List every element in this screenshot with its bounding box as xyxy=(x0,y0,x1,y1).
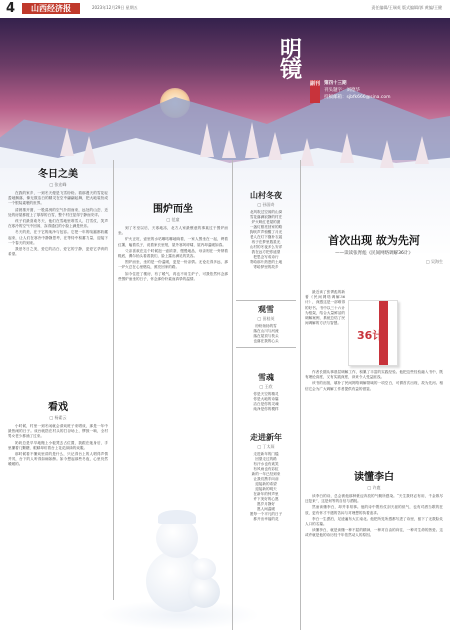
paragraph: 清晨推开窗，一股清冽的空气扑面而来，远处的山峦、近处的房屋都披上了厚厚的白雪，整个村庄显得宁静而安详。 xyxy=(8,207,108,217)
poem-line: 纯净是你的模样 xyxy=(253,407,279,411)
snowman-hat xyxy=(158,510,196,524)
column-tag: 副刊 xyxy=(310,80,320,103)
poem-line: 寄给那片熟悉的土地 xyxy=(249,260,283,264)
newspaper-logo: 山西经济报 xyxy=(22,3,80,14)
poem-line: 愿岁月静好 xyxy=(257,502,275,506)
paragraph: 然而读懂李白，却并非易事。他的诗中既有仗剑天涯的侠气，也有对酒当歌的狂放，更有怀才不遇的苦闷与对理想的执着追求。 xyxy=(305,505,443,515)
poem-title: 走进新年 xyxy=(250,433,282,442)
poem-title: 山村冬夜 xyxy=(250,191,282,200)
snow-tree xyxy=(415,136,429,164)
paragraph: 父亲喜欢在这个时候泡一壶浓茶，慢慢地品，母亲则在一旁纳着鞋底，偶尔抬头看看我们，脸上露出满足的笑容。 xyxy=(118,248,228,259)
article-byline: □ 范童 xyxy=(166,217,180,222)
paragraph: 孩子们最喜欢冬天，他们在雪地里堆雪人、打雪仗，笑声在寒冷的空气中回荡，冻得通红的小脸上满是快乐。 xyxy=(8,219,108,229)
poem-line: 回望走过的路 xyxy=(255,457,277,461)
article-weilu xyxy=(118,200,228,283)
poem-line: 我在远方把你遥望 xyxy=(251,250,281,254)
article-dongri xyxy=(8,165,108,258)
poem-line: 雪花落满寂静的村庄 xyxy=(249,215,283,219)
paragraph: 那时候看不懂戏里讲的是什么，只记得台上的人唱得声情并茂，台下的人听得如痴如醉。如今想起那些冬夜，心里仍然暖暖的。 xyxy=(8,452,108,467)
issue-number: 第四十三期 xyxy=(324,81,347,86)
article-title: 首次出现 故为先河 xyxy=(328,234,420,247)
poem-line: 迎接新的明天 xyxy=(255,487,277,491)
poem-line: 新的一年已经到来 xyxy=(251,472,281,476)
article-title: 围炉而坐 xyxy=(153,204,193,215)
paragraph: 作者长期从事基层调解工作，积累了丰富的实践经验。他把这些经验融入书中，既有理论高度，又有实践深度，读来令人受益匪浅。 xyxy=(305,370,443,380)
snow-tree xyxy=(200,123,214,157)
editor-credits: 责任编辑/王瑞英 版式编辑/郭 黄编/王健 xyxy=(371,5,442,10)
paragraph: 李白一生漂泊，足迹遍布大江南北。他把所见所感都写进了诗里，留下了无数脍炙人口的名篇。 xyxy=(305,516,443,527)
paragraph: 炉火正旺，壶里的水咕嘟咕嘟地响着，一家人围坐在一起，烤着红薯，嗑着瓜子，说着家长里短，屋外寒风呼啸，屋内却温暖如春。 xyxy=(118,237,228,247)
poem-line: 落在山川与河流 xyxy=(253,329,279,333)
title-calligrapher: 刊头题字：刘德华 xyxy=(324,88,360,93)
poem-line: 许下美好的心愿 xyxy=(253,497,279,501)
poem-line: 狗吠声声惊醒了月光 xyxy=(249,230,283,234)
paragraph: 小时候，村里一到冬闲就会请戏班子来唱戏，那是一年中最热闹的日子。戏台就搭在村头的打谷场上，锣鼓一响，全村男女老少都涌了过来。 xyxy=(8,424,108,439)
snow-tree xyxy=(222,130,236,158)
poem-line: 孩子在梦里数星光 xyxy=(251,240,281,244)
poem-title: 雪魂 xyxy=(258,373,274,382)
poem-line: 愿人间温暖 xyxy=(257,507,275,511)
poem-shancun xyxy=(236,190,296,270)
snow-tree xyxy=(268,132,282,160)
poem-line: 寄给梦里的故乡 xyxy=(253,265,279,269)
poem-byline: □ 王欣 xyxy=(259,384,273,389)
poem-byline: □ 孙国奇 xyxy=(257,202,275,207)
article-subtitle: ——读读张胥彪《民间网络调解36计》 xyxy=(335,251,413,256)
article-byline: □ 吴海生 xyxy=(425,259,443,264)
poem-xuehun xyxy=(236,372,296,412)
paragraph: 在我的家乡，一到冬天便是飞雪纷纷。看那漫天的雪花轻盈地飘落，像无数洁白的精灵在空中翩翩起舞，把大地装扮成一个银装素裹的世界。 xyxy=(8,191,108,206)
snowman-body xyxy=(188,576,220,608)
column-title: 明镜 xyxy=(280,37,303,83)
poem-line: 走进新年的门槛 xyxy=(253,452,279,456)
poem-line: 你是天空的精灵 xyxy=(253,392,279,396)
poem-line: 山村的冬夜多么安详 xyxy=(249,245,283,249)
poem-line: 把思念写成诗行 xyxy=(253,255,279,259)
article-byline: □ 许鹿 xyxy=(367,485,381,490)
article-shouchu-body-2 xyxy=(305,370,443,393)
poem-line: 一盏灯照亮回家的路 xyxy=(249,225,283,229)
poem-line: 老人在灯下缝补衣裳 xyxy=(249,235,283,239)
article-title: 冬日之美 xyxy=(38,169,78,180)
article-dudong xyxy=(305,468,443,540)
poem-line: 在新年的钟声里 xyxy=(253,492,279,496)
article-byline: □ 杨素云 xyxy=(49,415,67,420)
poem-byline: □ 田桂英 xyxy=(257,316,275,321)
poem-line: 迎接新的希望 xyxy=(255,482,277,486)
poem-line: 北风吹过空荡的山岗 xyxy=(249,210,283,214)
poem-line: 炉火映红老屋的窗 xyxy=(251,220,281,224)
column-divider xyxy=(232,160,233,630)
paragraph: 最近读了张胥彪的新著《民间网络调解36计》，深感这是一部难得的好书。书中以三十六计为框架，结合大量鲜活的调解案例，系统总结了民间调解的方法与智慧。 xyxy=(305,290,345,326)
poem-byline: □ 丁太琛 xyxy=(257,444,275,449)
article-shouchu xyxy=(305,232,443,268)
paragraph: 围炉而坐，坐的是一份温暖，更是一份亲情。无论走得多远，那一炉火总在心里燃烧，照亮回家的路。 xyxy=(118,260,228,270)
paragraph: 如今住进了楼房，有了暖气，再也不用生炉子，可我依然怀念那些围炉而坐的日子，怀念那份朴素而真挚的温情。 xyxy=(118,271,228,281)
snow-tree xyxy=(380,140,394,168)
book-cover-image xyxy=(348,300,398,366)
page-number: 4 xyxy=(6,1,16,16)
poem-title: 观雪 xyxy=(258,305,274,314)
poem-zoujin xyxy=(236,432,296,522)
snow-tree xyxy=(82,136,96,164)
article-kanxi xyxy=(8,398,108,469)
poem-line: 让我们携手向前 xyxy=(253,477,279,481)
column-divider xyxy=(113,160,114,630)
book-cover-title: 36计 xyxy=(357,329,384,342)
snowman-head xyxy=(192,558,216,580)
poem-line: 有风雨也有彩虹 xyxy=(253,467,279,471)
submission-email: 投稿邮箱：sjbfk666@sina.com xyxy=(324,95,391,100)
poem-line: 都开出幸福的花 xyxy=(253,517,279,521)
column-info xyxy=(324,80,390,101)
article-byline: □ 张宏峰 xyxy=(49,182,67,187)
poem-guanxue xyxy=(236,300,296,348)
poem-line: 落在屋顶与枝头 xyxy=(253,334,279,338)
poem-line: 你是大地的诗篇 xyxy=(253,397,279,401)
paragraph: 冬天的美，在于它的纯净与包容。它把一年的喧嚣都收藏起来，让人们在寒冷中静静思考，在等待中积蓄力量，迎接下一个春天的到来。 xyxy=(8,230,108,245)
paragraph: 奶奶总是早早地搬上小板凳去占位置，我跟在她身后，手里攥着几颗糖，眼睛却盯着台上花花绿绿的戏服。 xyxy=(8,440,108,450)
poem-line: 洁白是你的灵魂 xyxy=(253,402,279,406)
poem-line: 有汗水也有欢笑 xyxy=(253,462,279,466)
article-shouchu-body xyxy=(305,290,345,327)
snow-tree xyxy=(245,122,259,158)
column-divider xyxy=(300,160,301,630)
article-title: 看戏 xyxy=(48,402,68,413)
snow-tree xyxy=(60,128,74,156)
small-snowman-illustration xyxy=(182,552,224,612)
poem-line: 也落在我的心头 xyxy=(253,339,279,343)
snow-tree xyxy=(340,133,354,163)
paragraph: 到了冬至以后，天寒地冻，北方人家最惬意的事莫过于围炉而坐。 xyxy=(118,226,228,236)
paragraph: 我爱冬日之美，爱它的洁白，爱它的宁静，更爱它孕育的希望。 xyxy=(8,247,108,257)
poem-line: 愿每一个平凡的日子 xyxy=(249,512,283,516)
poem-line: 纷纷扬扬的雪 xyxy=(255,324,277,328)
paragraph: 读懂李白，就是读懂一种不屈的精神，一种对自由的向往，一种对生命的热爱。这或许就是他的诗历经千年依然动人的原因。 xyxy=(305,528,443,538)
page-header xyxy=(0,0,450,19)
column-masthead xyxy=(280,37,450,130)
snow-tree xyxy=(300,138,314,166)
paragraph: 该书的出版，填补了民间网络调解领域的一项空白，可谓首次出现，故为先河。相信它会为广大调解工作者提供有益的借鉴。 xyxy=(305,381,443,391)
issue-date: 2023年12月29日 星期五 xyxy=(92,5,138,10)
article-title: 读懂李白 xyxy=(354,472,394,483)
paragraph: 读李白的诗，总会被他那种豪迈奔放的气概所感染。“天生我材必有用，千金散尽还复来”，这是何等的自信与洒脱。 xyxy=(305,494,443,504)
